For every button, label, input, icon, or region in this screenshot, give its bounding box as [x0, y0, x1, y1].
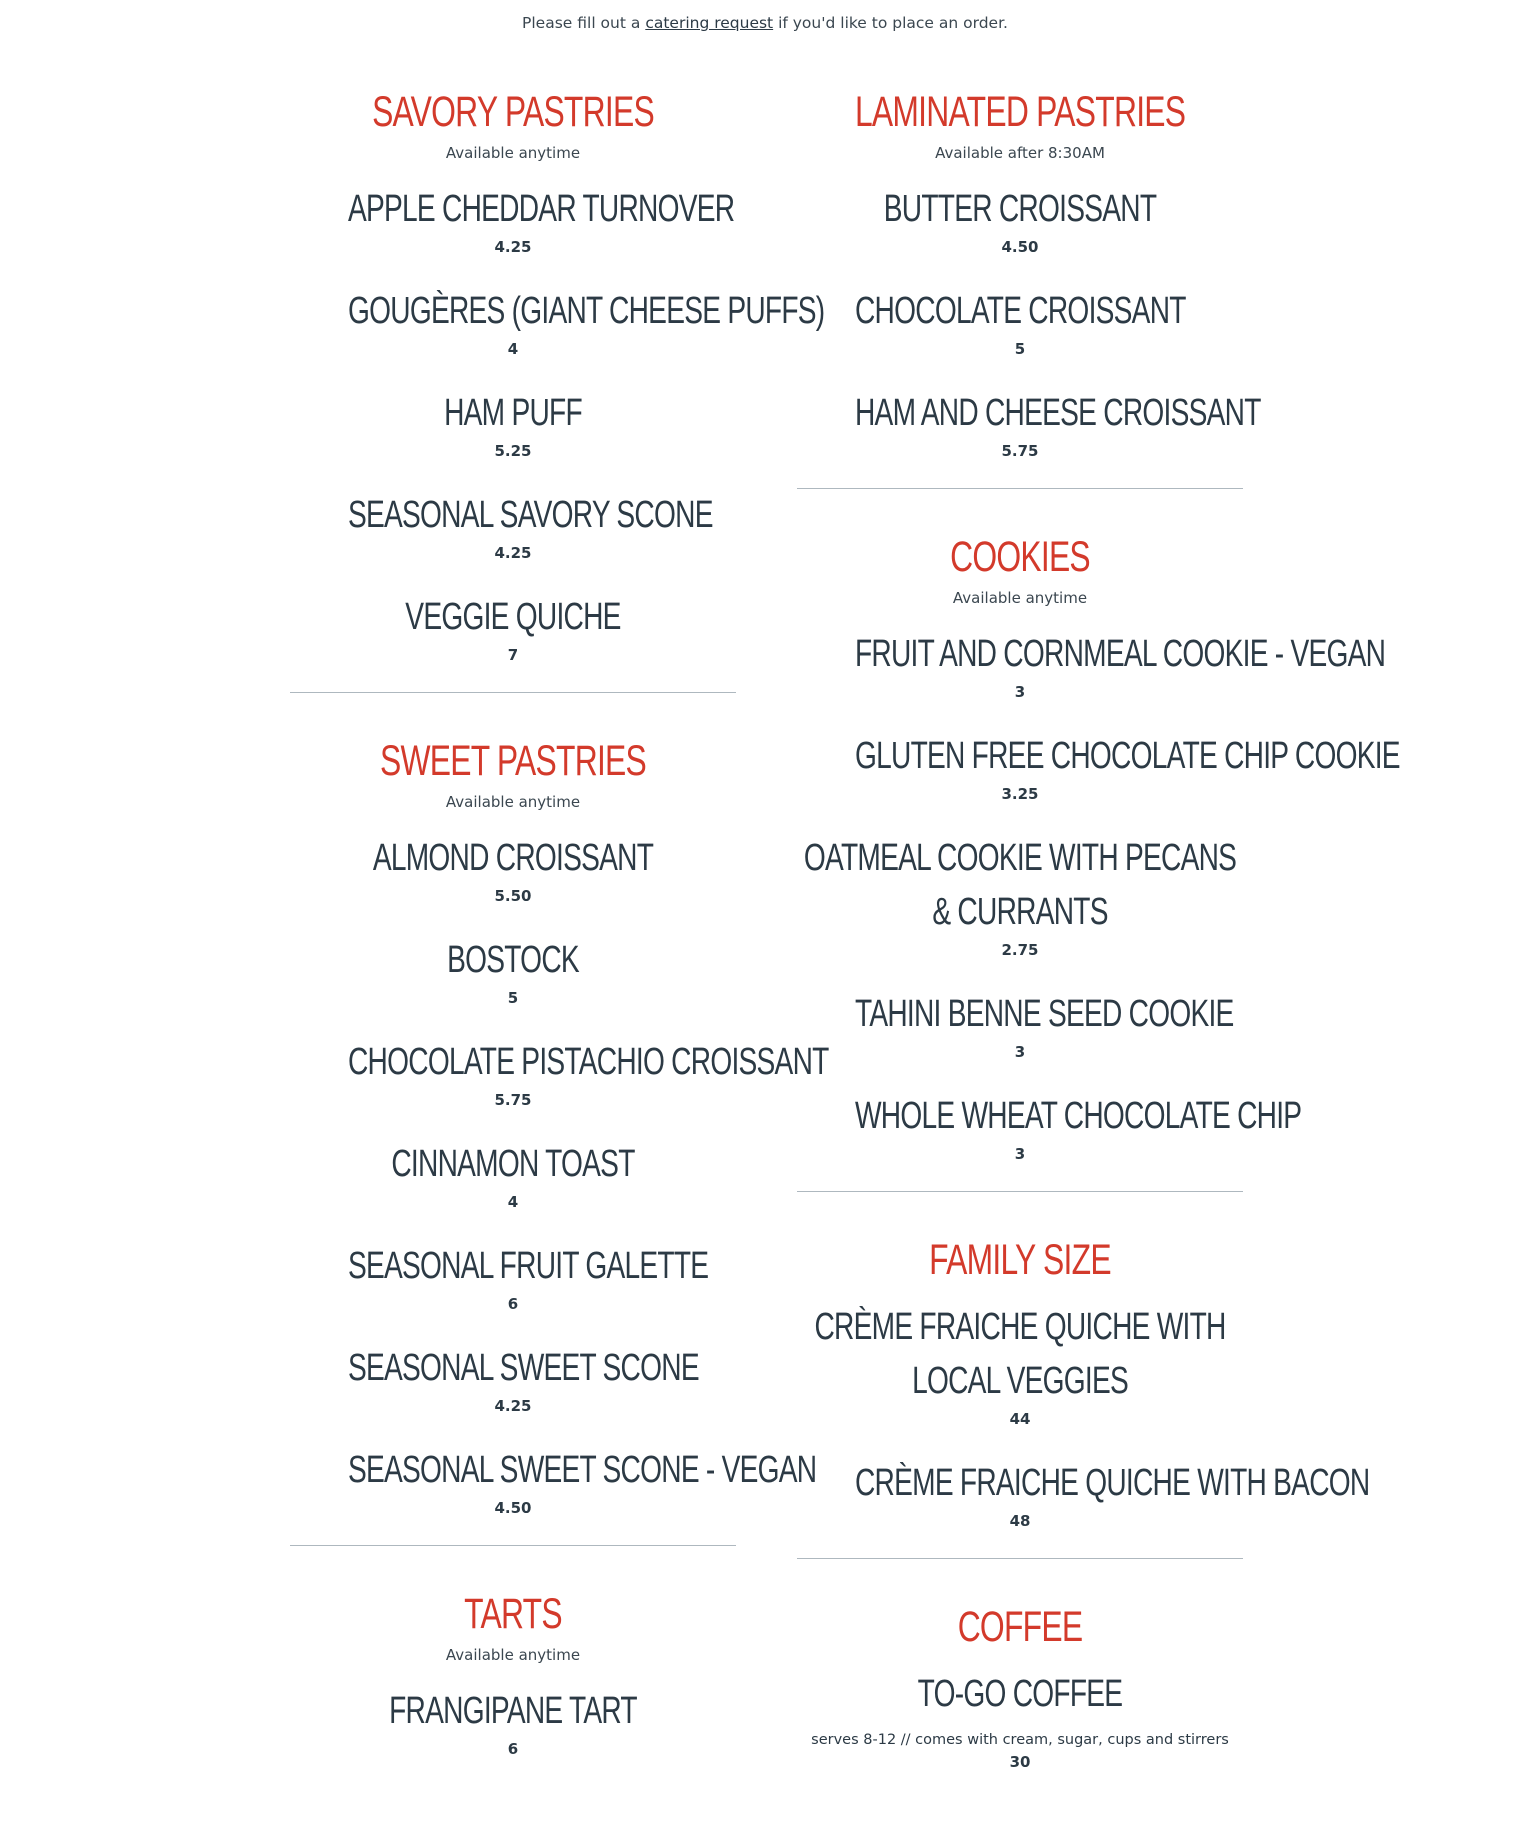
menu-item: [797, 1667, 1243, 1773]
menu-item-price: 6: [507, 1740, 519, 1758]
menu-item-price: 5: [507, 989, 519, 1007]
menu-item-name: VEGGIE QUICHE: [405, 596, 621, 638]
section-title: COFFEE: [957, 1603, 1083, 1651]
menu-item-name: BOSTOCK: [447, 939, 579, 981]
menu-item-price: 5.75: [494, 1091, 532, 1109]
menu-item: [290, 1137, 736, 1213]
menu-item-name: WHOLE WHEAT CHOCOLATE CHIP: [854, 1095, 1302, 1137]
menu-section-cookies: [797, 529, 1400, 1165]
menu-item-name: APPLE CHEDDAR TURNOVER: [347, 188, 735, 230]
menu-item-price: 5.75: [1001, 442, 1039, 460]
menu-item-price: 3: [1014, 683, 1026, 701]
menu-item: [290, 933, 736, 1009]
intro-text-before: Please fill out a: [522, 14, 646, 32]
section-divider: [797, 1558, 1243, 1559]
menu-item-name: FRANGIPANE TART: [389, 1690, 637, 1732]
section-items: [797, 182, 1261, 462]
menu-item-name: ALMOND CROISSANT: [372, 837, 654, 879]
menu-item: [797, 386, 1261, 462]
menu-item-price: 4.25: [494, 238, 532, 256]
menu-item: [290, 1035, 829, 1111]
menu-item-price: 5.25: [494, 442, 532, 460]
menu-item-name: FRUIT AND CORNMEAL COOKIE - VEGAN: [854, 633, 1386, 675]
menu-item-name: CRÈME FRAICHE QUICHE WITH BACON: [854, 1462, 1370, 1504]
section-availability: Available after 8:30AM: [935, 144, 1105, 162]
section-items: [290, 831, 829, 1519]
menu-item: [797, 182, 1243, 258]
menu-item: [290, 831, 736, 907]
menu-item: [290, 1341, 736, 1417]
intro-text-after: if you'd like to place an order.: [773, 14, 1008, 32]
menu-item: [290, 284, 825, 360]
menu-section-tarts: [290, 1586, 736, 1760]
section-items: [797, 1300, 1370, 1532]
menu-item: [290, 182, 736, 258]
menu-item-name: CHOCOLATE CROISSANT: [854, 290, 1186, 332]
section-availability: Available anytime: [952, 589, 1088, 607]
menu-item: [797, 987, 1243, 1063]
menu-item-name: SEASONAL SWEET SCONE: [347, 1347, 699, 1389]
section-title: SWEET PASTRIES: [379, 737, 647, 785]
catering-intro: [0, 14, 1530, 32]
menu-item: [797, 831, 1243, 961]
menu-item-name: HAM PUFF: [444, 392, 582, 434]
menu-item: [290, 386, 736, 462]
section-title: FAMILY SIZE: [929, 1236, 1111, 1284]
menu-item: [797, 284, 1243, 360]
menu-item-description: serves 8-12 // comes with cream, sugar, cups and stirrers: [811, 1732, 1229, 1748]
menu-item-price: 3: [1014, 1043, 1026, 1061]
menu-item-name: SEASONAL SAVORY SCONE: [347, 494, 713, 536]
menu-item-name: HAM AND CHEESE CROISSANT: [854, 392, 1261, 434]
menu-item-name: GOUGÈRES (GIANT CHEESE PUFFS): [347, 290, 825, 332]
menu-column-left: [290, 84, 829, 1786]
menu-item: [290, 590, 736, 666]
section-items: [290, 1684, 736, 1760]
menu-item: [290, 1443, 817, 1519]
section-items: [797, 1667, 1243, 1773]
menu-item: [797, 1089, 1302, 1165]
section-divider: [290, 692, 736, 693]
menu-item-price: 4: [507, 340, 519, 358]
section-title: LAMINATED PASTRIES: [854, 88, 1186, 136]
menu-item-name: BUTTER CROISSANT: [883, 188, 1157, 230]
section-availability: Available anytime: [445, 1646, 581, 1664]
menu-item-name: OATMEAL COOKIE WITH PECANS & CURRANTS: [803, 837, 1237, 933]
menu-item-price: 6: [507, 1295, 519, 1313]
section-title: SAVORY PASTRIES: [372, 88, 654, 136]
section-divider: [290, 1545, 736, 1546]
catering-request-link[interactable]: catering request: [645, 14, 774, 32]
menu-item-price: 2.75: [1001, 941, 1039, 959]
menu-section-sweet-pastries: [290, 733, 829, 1519]
menu-item: [797, 1300, 1243, 1430]
menu-item: [290, 1239, 736, 1315]
menu-item: [797, 1456, 1370, 1532]
menu-item-price: 3.25: [1001, 785, 1039, 803]
menu-item-name: CINNAMON TOAST: [391, 1143, 635, 1185]
menu-item-name: CHOCOLATE PISTACHIO CROISSANT: [347, 1041, 829, 1083]
menu-item-name: GLUTEN FREE CHOCOLATE CHIP COOKIE: [854, 735, 1400, 777]
section-divider: [797, 1191, 1243, 1192]
menu-item-name: CRÈME FRAICHE QUICHE WITH LOCAL VEGGIES: [814, 1306, 1226, 1402]
menu-section-family-size: [797, 1232, 1370, 1532]
menu-item-name: TO-GO COFFEE: [917, 1673, 1123, 1715]
menu-item-price: 4.50: [1001, 238, 1039, 256]
section-items: [290, 182, 825, 666]
menu-item-price: 44: [1009, 1410, 1031, 1428]
menu-item-price: 4.25: [494, 1397, 532, 1415]
menu-section-savory-pastries: [290, 84, 825, 666]
menu-item-price: 4: [507, 1193, 519, 1211]
menu-item-price: 4.50: [494, 1499, 532, 1517]
menu-item: [290, 1684, 736, 1760]
menu-section-coffee: [797, 1599, 1243, 1773]
menu-item-price: 48: [1009, 1512, 1031, 1530]
section-availability: Available anytime: [445, 793, 581, 811]
menu-item-price: 4.25: [494, 544, 532, 562]
menu-item: [797, 729, 1400, 805]
menu-item-name: SEASONAL FRUIT GALETTE: [347, 1245, 709, 1287]
menu-item-name: TAHINI BENNE SEED COOKIE: [854, 993, 1234, 1035]
section-title: COOKIES: [950, 533, 1090, 581]
menu-item: [797, 627, 1386, 703]
menu-item-price: 5: [1014, 340, 1026, 358]
section-availability: Available anytime: [445, 144, 581, 162]
section-items: [797, 627, 1400, 1165]
menu-item-price: 3: [1014, 1145, 1026, 1163]
menu-item-price: 30: [1009, 1753, 1031, 1771]
section-title: TARTS: [464, 1590, 562, 1638]
menu-item-price: 5.50: [494, 887, 532, 905]
menu-item-name: SEASONAL SWEET SCONE - VEGAN: [347, 1449, 817, 1491]
section-divider: [797, 488, 1243, 489]
menu-item: [290, 488, 736, 564]
menu-column-right: [797, 84, 1400, 1799]
menu-item-price: 7: [507, 646, 519, 664]
menu-section-laminated-pastries: [797, 84, 1261, 462]
